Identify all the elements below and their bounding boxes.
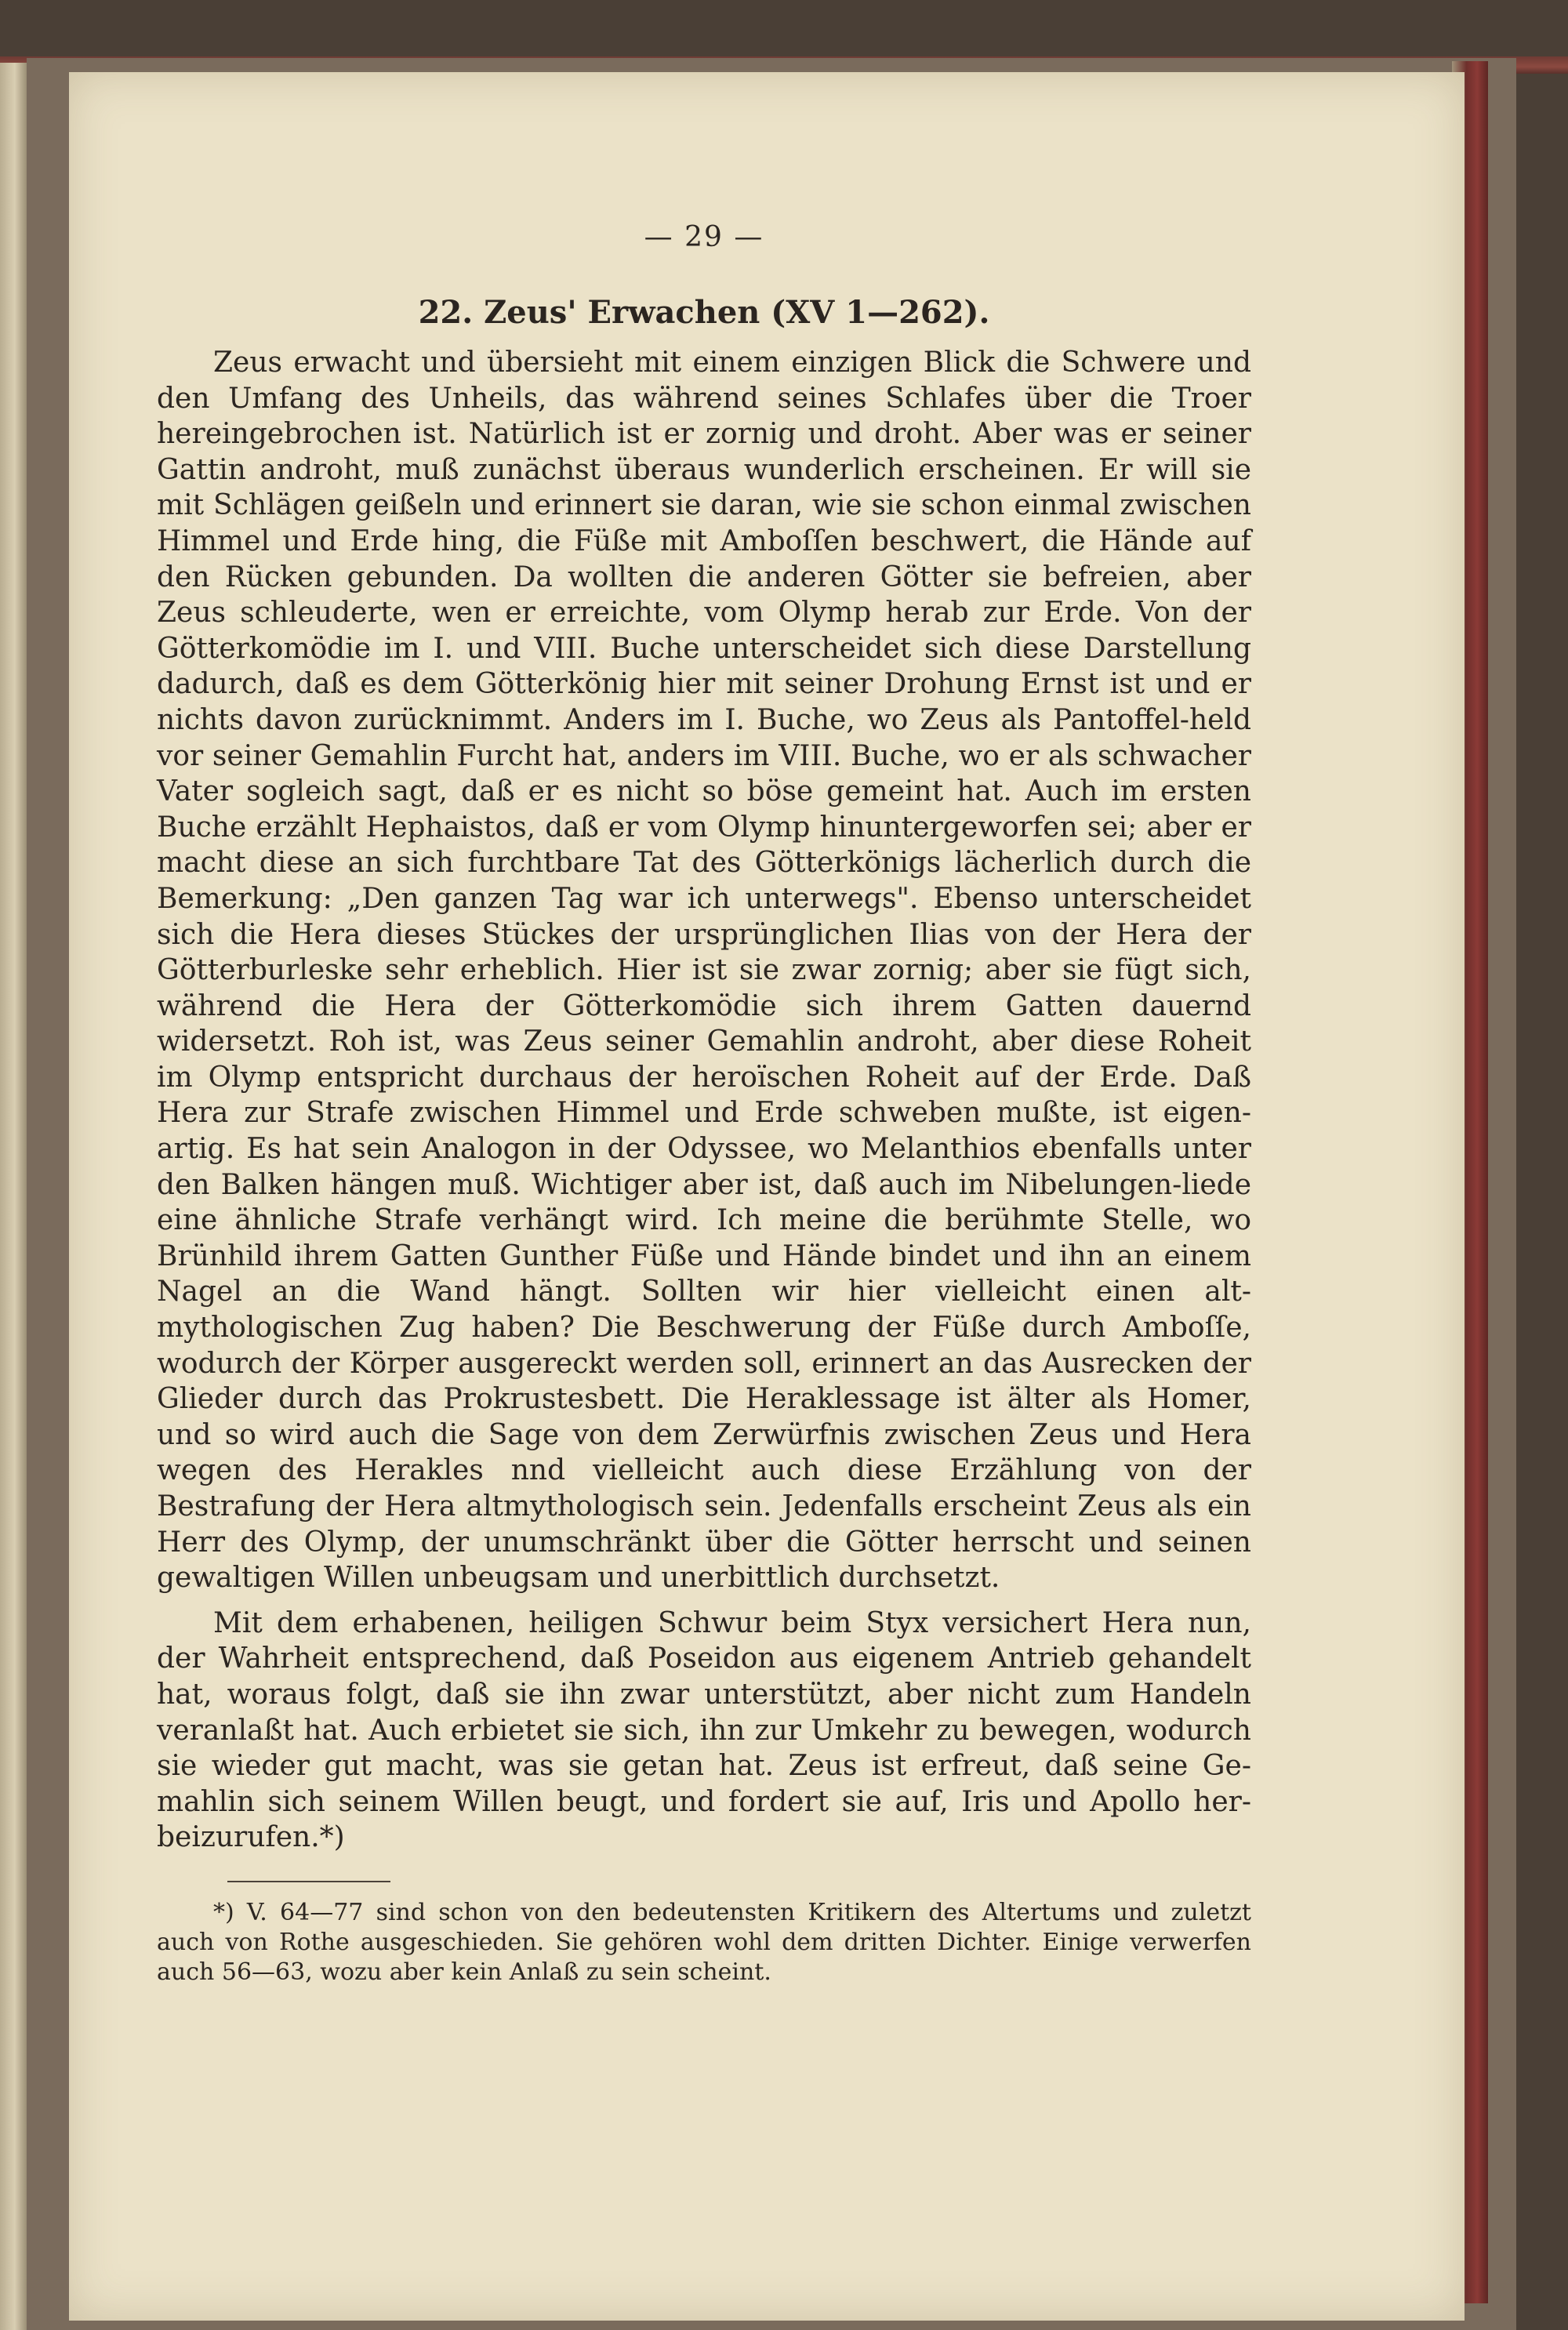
footnote: *) V. 64—77 sind schon von den bedeutensten Kritikern des Altertums und zuletzt auch von Rothe ausgeschieden. Sie gehören wohl dem dritten Dichter. Einige verwerfen auch 56—63, wozu aber kein Anlaß zu sein scheint. [157,1898,1251,1986]
section-heading: 22. Zeus' Erwachen (XV 1—262). [418,294,990,331]
footnote-divider [227,1881,390,1882]
page-content [157,221,1251,1987]
page-number: — 29 — [644,221,764,253]
book-page [69,72,1465,2321]
body-paragraph-2: Mit dem erhabenen, heiligen Schwur beim Styx versichert Hera nun, der Wahrheit entsprechend, daß Poseidon aus eigenem Antrieb gehandelt hat, woraus folgt, daß sie ihn zwar unterstützt, aber nicht zum Handeln veranlaßt hat. Auch erbietet sie sich, ihn zur Umkehr zu bewegen, wodurch sie wieder gut macht, was sie getan hat. Zeus ist erfreut, daß seine Ge-mahlin sich seinem Willen beugt, und fordert sie auf, Iris und Apollo her-beizurufen.*) [157,1606,1251,1854]
left-page-edge [0,63,27,2330]
body-paragraph-1: Zeus erwacht und übersieht mit einem einzigen Blick die Schwere und den Umfang des Unheils, das während seines Schlafes über die Troer hereingebrochen ist. Natürlich ist er zornig und droht. Aber was er seiner Gattin androht, muß zunächst überaus wunderlich erscheinen. Er will sie mit Schlägen geißeln und erinnert sie daran, wie sie schon einmal zwischen Himmel und Erde hing, die Füße mit Amboſſen beschwert, die Hände auf den Rücken gebunden. Da wollten die anderen Götter sie befreien, aber Zeus schleuderte, wen er erreichte, vom Olymp herab zur Erde. Von der Götterkomödie im I. und VIII. Buche unterscheidet sich diese Darstellung dadurch, daß es dem Götterkönig hier mit seiner Drohung Ernst ist und er nichts davon zurücknimmt. Anders im I. Buche, wo Zeus als Pantoffel-held vor seiner Gemahlin Furcht hat, anders im VIII. Buche, wo er als schwacher Vater sogleich sagt, daß er es nicht so böse gemeint hat. Auch im ersten Buche erzählt Hephaistos, daß er vom Olymp hinuntergeworfen sei; aber er macht diese an sich furchtbare Tat des Götterkönigs lächerlich durch die Bemerkung: „Den ganzen Tag war ich unterwegs". Ebenso unterscheidet sich die Hera dieses Stückes der ursprünglichen Ilias von der Hera der Götterburleske sehr erheblich. Hier ist sie zwar zornig; aber sie fügt sich, während die Hera der Götterkomödie sich ihrem Gatten dauernd widersetzt. Roh ist, was Zeus seiner Gemahlin androht, aber diese Roheit im Olymp entspricht durchaus der heroïschen Roheit auf der Erde. Daß Hera zur Strafe zwischen Himmel und Erde schweben mußte, ist eigen-artig. Es hat sein Analogon in der Odyssee, wo Melanthios ebenfalls unter den Balken hängen muß. Wichtiger aber ist, daß auch im Nibelungen-liede eine ähnliche Strafe verhängt wird. Ich meine die berühmte Stelle, wo Brünhild ihrem Gatten Gunther Füße und Hände bindet und ihn an einem Nagel an die Wand hängt. Sollten wir hier vielleicht einen alt-mythologischen Zug haben? Die Beschwerung der Füße durch Amboſſe, wodurch der Körper ausgereckt werden soll, erinnert an das Ausrecken der Glieder durch das Prokrustesbett. Die Heraklessage ist älter als Homer, und so wird auch die Sage von dem Zerwürfnis zwischen Zeus und Hera wegen des Herakles nnd vielleicht auch diese Erzählung von der Bestrafung der Hera altmythologisch sein. Jedenfalls erscheint Zeus als ein Herr des Olymp, der unumschränkt über die Götter herrscht und seinen gewaltigen Willen unbeugsam und unerbittlich durchsetzt. [157,347,1251,1595]
